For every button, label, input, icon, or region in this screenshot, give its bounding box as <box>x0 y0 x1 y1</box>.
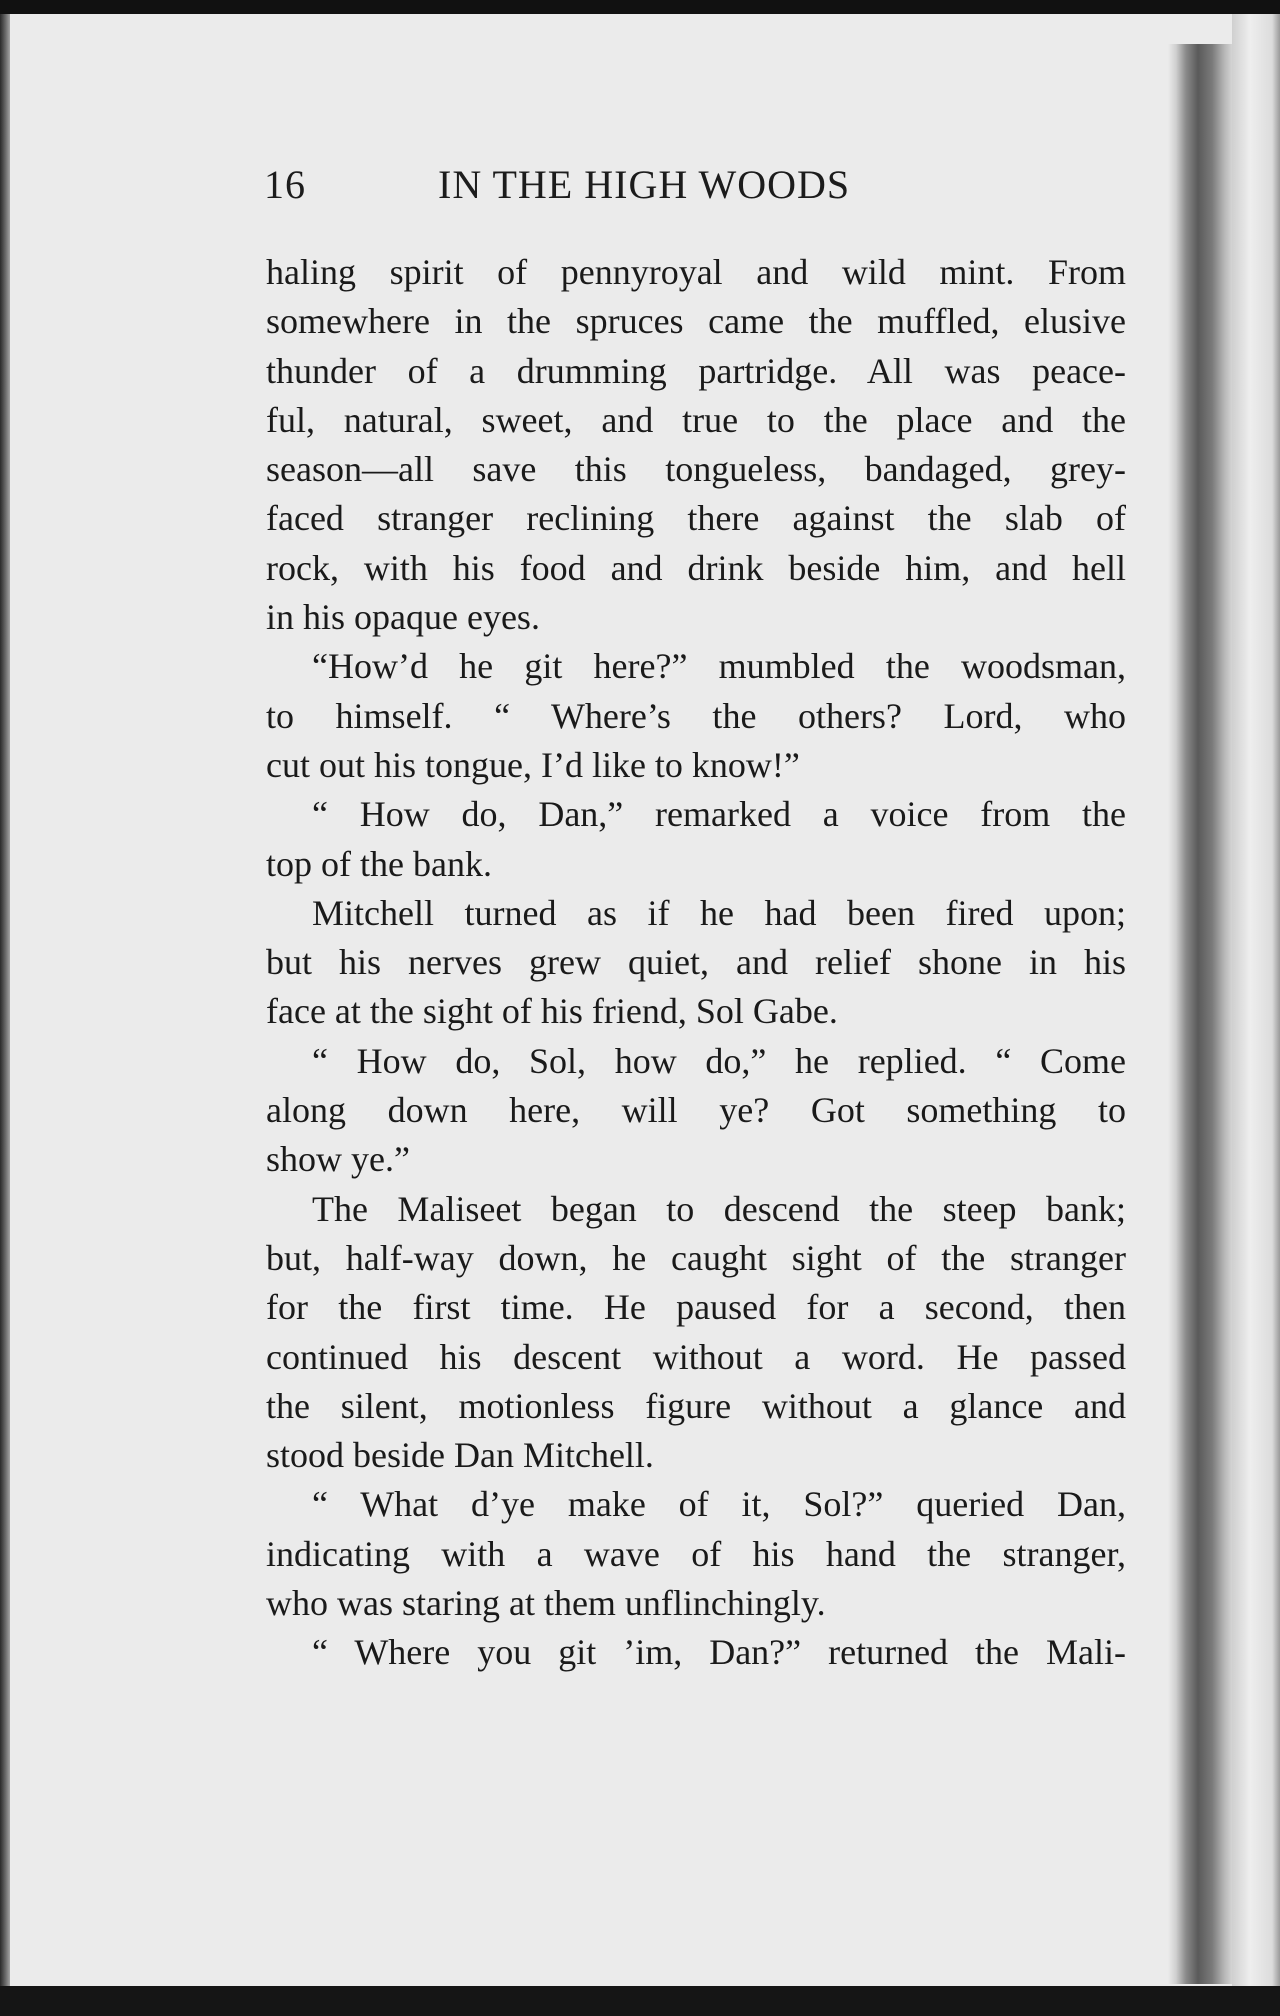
scan-top-border <box>0 0 1280 14</box>
text-line: “ How do, Sol, how do,” he replied. “ Come <box>312 1040 1126 1081</box>
text-line: but his nerves grew quiet, and relief shone in his <box>266 942 1126 983</box>
text-line: rock, with his food and drink beside him, and hell <box>266 547 1126 588</box>
text-line: continued his descent without a word. He passed <box>266 1336 1126 1377</box>
text-line: “ How do, Dan,” remarked a voice from the <box>312 794 1126 835</box>
text-line: cut out his tongue, I’d like to know!” <box>266 744 800 785</box>
page-number: 16 <box>264 162 306 207</box>
page-header <box>258 160 1134 210</box>
text-line: but, half-way down, he caught sight of the stranger <box>266 1237 1126 1278</box>
text-line: The Maliseet began to descend the steep bank; <box>312 1188 1126 1229</box>
text-line: who was staring at them unflinchingly. <box>266 1583 826 1624</box>
text-line: ful, natural, sweet, and true to the place and the <box>266 399 1126 440</box>
page-gutter-shadow <box>1168 44 1232 1984</box>
running-title: IN THE HIGH WOODS <box>438 162 851 207</box>
text-line: top of the bank. <box>266 843 492 884</box>
text-line: “How’d he git here?” mumbled the woodsman, <box>312 646 1126 687</box>
text-line: show ye.” <box>266 1139 410 1180</box>
text-line: to himself. “ Where’s the others? Lord, who <box>266 695 1126 736</box>
text-line: thunder of a drumming partridge. All was peace- <box>266 350 1126 391</box>
text-line: along down here, will ye? Got something to <box>266 1090 1126 1131</box>
text-line: season—all save this tongueless, bandaged, grey- <box>266 449 1126 490</box>
text-line: Mitchell turned as if he had been fired upon; <box>312 892 1126 933</box>
text-line: “ What d’ye make of it, Sol?” queried Dan, <box>312 1484 1126 1525</box>
text-line: in his opaque eyes. <box>266 597 540 638</box>
text-line: the silent, motionless figure without a glance and <box>266 1385 1126 1426</box>
text-line: for the first time. He paused for a second, then <box>266 1287 1126 1328</box>
body-text <box>266 248 1126 1678</box>
text-line: stood beside Dan Mitchell. <box>266 1435 654 1476</box>
text-line: somewhere in the spruces came the muffled, elusive <box>266 301 1126 342</box>
adjacent-page-edge <box>1232 0 1280 2016</box>
text-line: face at the sight of his friend, Sol Gabe. <box>266 991 838 1032</box>
text-line: “ Where you git ’im, Dan?” returned the Mali- <box>312 1632 1126 1673</box>
text-line: indicating with a wave of his hand the stranger, <box>266 1533 1126 1574</box>
scan-bottom-border <box>0 1986 1280 2016</box>
text-line: faced stranger reclining there against the slab of <box>266 498 1126 539</box>
text-line: haling spirit of pennyroyal and wild mint. From <box>266 252 1126 292</box>
